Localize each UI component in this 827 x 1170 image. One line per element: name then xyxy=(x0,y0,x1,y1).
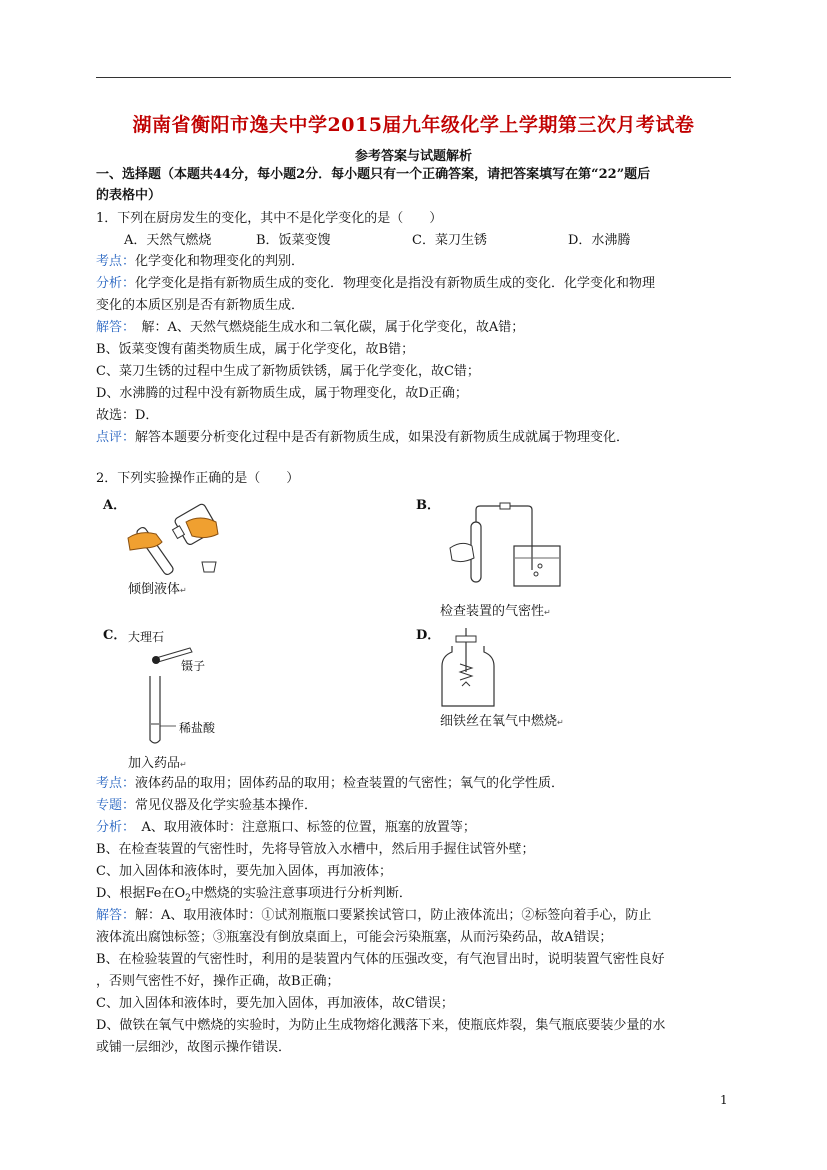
q1-option-d: D．水沸腾 xyxy=(568,233,631,248)
q2-stem: 2．下列实验操作正确的是（ ） xyxy=(96,471,300,486)
add-reagent-figure xyxy=(130,644,220,754)
q2-zhuanti-label: 专题： xyxy=(96,798,136,813)
page-title: 湖南省衡阳市逸夫中学2015届九年级化学上学期第三次月考试卷 xyxy=(132,114,695,136)
tweezers-icon xyxy=(156,648,192,662)
q2-fenxi-2: B、在检查装置的气密性时，先将导管放入水槽中，然后用手握住试管外壁； xyxy=(96,842,535,857)
fig-c-letter: C． xyxy=(103,628,127,643)
q1-dianping xyxy=(96,429,736,447)
fig-b-caption: 检查装置的气密性↵ xyxy=(440,604,551,619)
q2-fenxi-4: D、根据Fe在$O_2$中燃烧的实验注意事项进行分析判断． xyxy=(96,886,412,904)
fig-d-caption: 细铁丝在氧气中燃烧↵ xyxy=(440,714,564,729)
delivery-tube-icon xyxy=(476,506,532,570)
q1-dianping-label: 点评： xyxy=(96,430,136,445)
stopper-icon xyxy=(202,562,216,572)
q2-fenxi-1 xyxy=(96,819,736,837)
q1-jieda-3: C、菜刀生锈的过程中生成了新物质铁锈，属于化学变化，故C错； xyxy=(96,364,480,379)
page-number: 1 xyxy=(720,1093,728,1107)
q1-fenxi-1 xyxy=(96,275,736,293)
q2-kaodian-label: 考点： xyxy=(96,776,136,791)
lid-icon xyxy=(456,636,476,642)
q2-jieda-text-1: 解：A、取用液体时：①试剂瓶瓶口要紧挨试管口，防止液体流出；②标签向着手心，防止 xyxy=(135,908,652,923)
section-heading-line-1: 一、选择题（本题共44分，每小题2分．每小题只有一个正确答案，请把答案填写在第“22”题后 xyxy=(96,167,651,182)
page-subtitle: 参考答案与试题解析 xyxy=(354,149,472,164)
q2-zhuanti-text: 常见仪器及化学实验基本操作． xyxy=(135,798,318,813)
fig-d-letter: D． xyxy=(416,628,441,643)
q2-jieda-6: D、做铁在氧气中燃烧的实验时，为防止生成物熔化溅落下来，使瓶底炸裂，集气瓶底要装少量的水 xyxy=(96,1018,666,1033)
pour-liquid-figure xyxy=(120,500,230,580)
q2-jieda-3: B、在检验装置的气密性时，利用的是装置内气体的压强改变，有气泡冒出时，说明装置气密性良好 xyxy=(96,952,665,967)
fig-a-caption: 倾倒液体↵ xyxy=(128,582,187,597)
q2-jieda-4: ，否则气密性不好，操作正确，故B正确； xyxy=(96,974,340,989)
q1-jieda-2: B、饭菜变馊有菌类物质生成，属于化学变化，故B错； xyxy=(96,342,415,357)
q1-stem: 1．下列在厨房发生的变化，其中不是化学变化的是（ ） xyxy=(96,211,443,226)
q2-jieda-2: 液体流出腐蚀标签；③瓶塞没有倒放桌面上，可能会污染瓶塞，从而污染药品，故A错误； xyxy=(96,930,613,945)
q1-jieda-5: 故选：D． xyxy=(96,408,159,423)
q1-fenxi-text-1: 化学变化是指有新物质生成的变化．物理变化是指没有新物质生成的变化．化学变化和物理 xyxy=(135,276,656,291)
test-tube-icon xyxy=(150,676,160,743)
q2-fenxi-text-1: A、取用液体时：注意瓶口、标签的位置，瓶塞的放置等； xyxy=(128,820,476,835)
fig-b-letter: B． xyxy=(416,498,440,513)
q1-jieda-text-1: 解：A、天然气燃烧能生成水和二氧化碳，属于化学变化，故A错； xyxy=(128,320,525,335)
bubble-icon xyxy=(538,564,542,568)
gas-jar-icon xyxy=(442,646,494,706)
q1-option-c: C．菜刀生锈 xyxy=(412,233,487,248)
fig-a-letter: A． xyxy=(103,498,127,513)
spark-icon xyxy=(462,682,470,686)
q1-dianping-text: 解答本题要分析变化过程中是否有新物质生成，如果没有新物质生成就属于物理变化． xyxy=(135,430,630,445)
q1-fenxi-label: 分析： xyxy=(96,276,136,291)
q1-fenxi-2: 变化的本质区别是否有新物质生成． xyxy=(96,298,305,313)
q1-jieda-label: 解答： xyxy=(96,320,129,335)
fig-c-caption: 加入药品↵ xyxy=(128,756,187,771)
q2-kaodian-text: 液体药品的取用；固体药品的取用；检查装置的气密性；氧气的化学性质． xyxy=(135,776,565,791)
rubber-connector-icon xyxy=(500,503,510,509)
fig-c-label-marble: 大理石 xyxy=(128,630,165,644)
q2-jieda-7: 或铺一层细沙，故图示操作错误． xyxy=(96,1040,292,1055)
fig-c-label-acid: 稀盐酸 xyxy=(179,721,216,735)
header-rule xyxy=(96,77,731,78)
airtightness-figure xyxy=(440,500,580,596)
q2-kaodian xyxy=(96,775,736,793)
q1-option-a: A．天然气燃烧 xyxy=(124,233,212,248)
q1-option-b: B．饭菜变馊 xyxy=(256,233,331,248)
hand-icon xyxy=(450,543,474,561)
q2-fenxi-label: 分析： xyxy=(96,820,129,835)
q2-jieda-1 xyxy=(96,907,736,925)
q2-jieda-5: C、加入固体和液体时，要先加入固体，再加液体，故C错误； xyxy=(96,996,454,1011)
q2-fenxi-3: C、加入固体和液体时，要先加入固体，再加液体； xyxy=(96,864,392,879)
iron-burning-figure xyxy=(438,628,508,710)
q1-kaodian xyxy=(96,253,736,271)
fig-c-label-tweezers: 镊子 xyxy=(181,659,206,673)
q1-kaodian-text: 化学变化和物理变化的判别． xyxy=(135,254,305,269)
q2-jieda-label: 解答： xyxy=(96,908,136,923)
marble-icon xyxy=(152,656,160,664)
bubble-icon xyxy=(534,572,538,576)
q1-jieda-4: D、水沸腾的过程中没有新物质生成，属于物理变化，故D正确； xyxy=(96,386,468,401)
section-heading-line-2: 的表格中） xyxy=(96,188,162,203)
q1-kaodian-label: 考点： xyxy=(96,254,136,269)
q2-zhuanti xyxy=(96,797,736,815)
beaker-icon xyxy=(514,546,560,586)
q1-jieda-1 xyxy=(96,319,736,337)
hand-icon xyxy=(128,533,162,550)
